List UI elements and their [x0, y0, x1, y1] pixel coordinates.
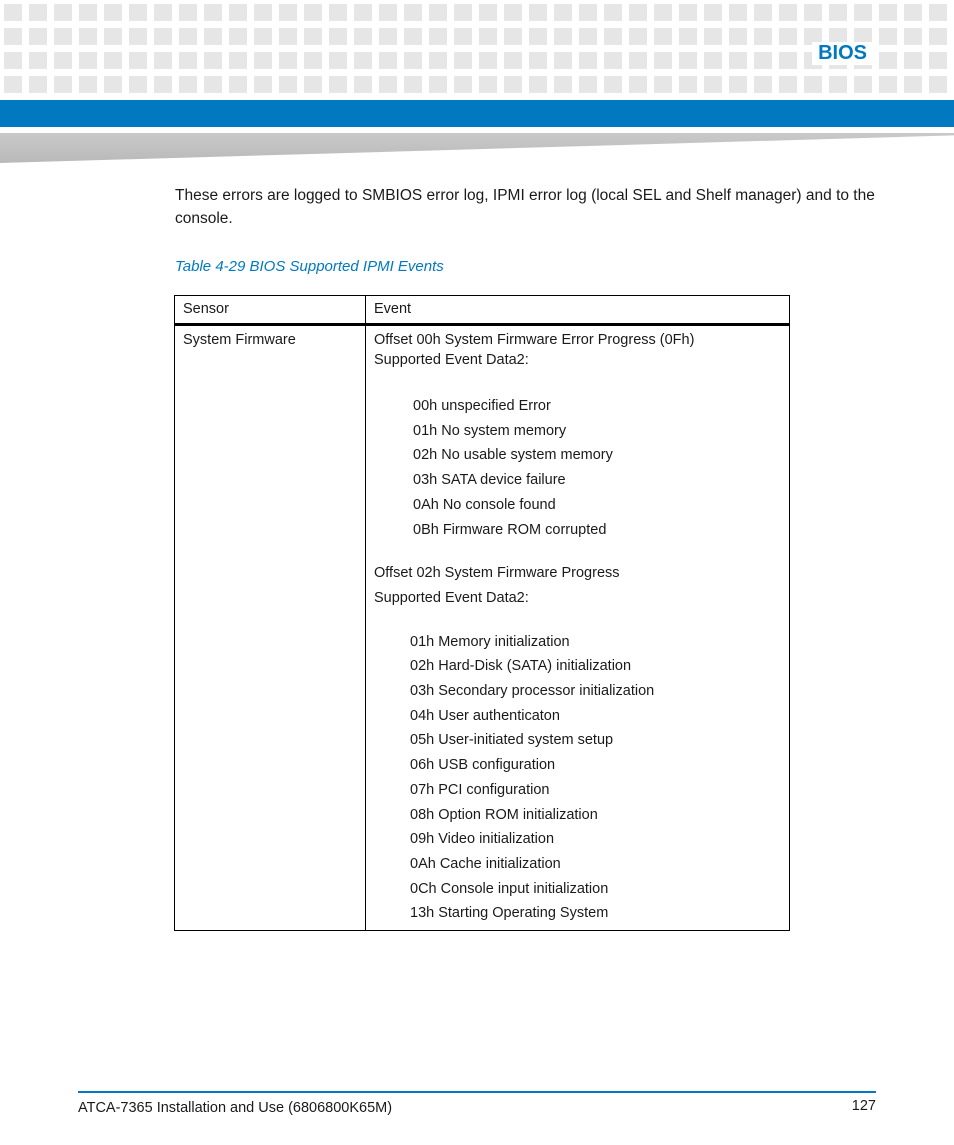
table-caption: Table 4-29 BIOS Supported IPMI Events	[175, 258, 444, 275]
event-group-subtitle: Supported Event Data2:	[374, 589, 529, 606]
column-header-event: Event	[366, 296, 790, 325]
event-item: 0Ch Console input initialization	[410, 880, 609, 897]
event-item: 00h unspecified Error	[413, 398, 551, 414]
event-group-title: Offset 00h System Firmware Error Progress (0Fh)	[374, 332, 695, 348]
event-item: 04h User authenticaton	[410, 707, 560, 724]
event-item: 0Ah No console found	[413, 496, 556, 513]
event-group-title: Offset 02h System Firmware Progress	[374, 565, 620, 582]
header-blue-bar	[0, 100, 954, 127]
page-number: 127	[851, 1098, 876, 1114]
sensor-cell: System Firmware	[175, 325, 366, 931]
header-gray-wedge	[0, 133, 954, 163]
table-row	[175, 325, 790, 931]
intro-paragraph: These errors are logged to SMBIOS error log, IPMI error log (local SEL and Shelf manager) and to the console.	[175, 187, 875, 227]
event-item: 01h Memory initialization	[410, 633, 570, 650]
event-item: 06h USB configuration	[410, 757, 556, 774]
event-item: 0Ah Cache initialization	[410, 855, 561, 872]
event-item: 02h Hard-Disk (SATA) initialization	[410, 658, 632, 675]
event-item: 13h Starting Operating System	[410, 905, 609, 922]
event-group-subtitle: Supported Event Data2:	[374, 352, 529, 368]
column-header-sensor: Sensor	[175, 296, 366, 325]
event-item: 09h Video initialization	[410, 831, 555, 848]
footer-document-title: ATCA-7365 Installation and Use (6806800K65M)	[78, 1100, 393, 1116]
event-item: 03h Secondary processor initialization	[410, 683, 655, 700]
event-item: 02h No usable system memory	[413, 447, 613, 464]
ipmi-events-table	[174, 295, 790, 931]
event-item: 08h Option ROM initialization	[410, 806, 598, 823]
event-cell	[366, 325, 790, 931]
table-header-row	[175, 296, 790, 325]
section-title: BIOS	[812, 42, 873, 65]
event-item: 05h User-initiated system setup	[410, 732, 614, 749]
event-item: 03h SATA device failure	[413, 472, 566, 489]
event-item: 01h No system memory	[413, 422, 567, 439]
event-item: 0Bh Firmware ROM corrupted	[413, 521, 607, 538]
event-item: 07h PCI configuration	[410, 781, 550, 798]
footer-rule	[78, 1091, 876, 1093]
